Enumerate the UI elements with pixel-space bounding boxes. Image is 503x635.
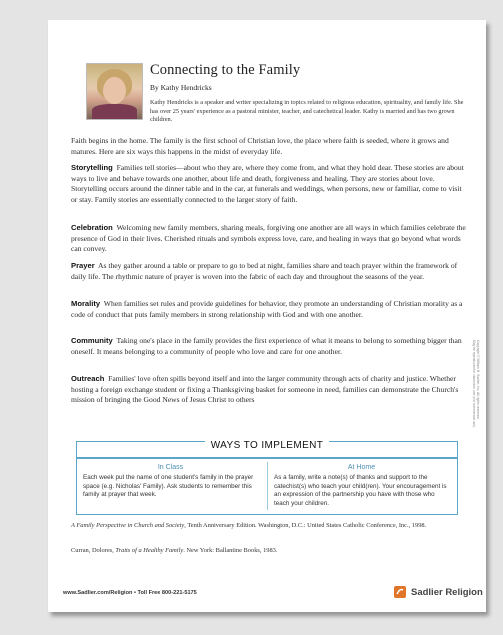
ways-title: WAYS TO IMPLEMENT: [77, 440, 457, 451]
page-title: Connecting to the Family: [150, 62, 301, 78]
author-photo: [86, 63, 143, 120]
section-heading: Prayer: [71, 261, 95, 270]
section-text: When families set rules and provide guidelines for behavior, they promote an understanding of Christian morality as a code of conduct that puts family members in strong relationship with God and with one another.: [71, 299, 463, 319]
section-outreach: [71, 374, 466, 406]
brand-name: Sadlier Religion: [411, 586, 483, 598]
section-celebration: [71, 223, 466, 255]
sadlier-logo-icon: [393, 585, 407, 599]
section-heading: Community: [71, 336, 113, 345]
column-divider: [267, 462, 268, 510]
section-text: Families' love often spills beyond itself and into the larger community through acts of charity and justice. Whether hosting a foreign exchange student or fixing a Thanksgiving basket for someone in need, families can demonstrate the Church's mission of bringing the Good News of Jesus Christ to others: [71, 374, 459, 405]
section-morality: [71, 299, 466, 320]
at-home-column: [274, 464, 449, 508]
section-community: [71, 336, 466, 357]
document-page: [48, 20, 486, 612]
section-heading: Outreach: [71, 374, 105, 383]
reference-1: A Family Perspective in Church and Society, Tenth Anniversary Edition. Washington, D.C.: United States Catholic Conference, Inc., 1998.: [71, 522, 427, 529]
section-storytelling: [71, 163, 466, 205]
section-text: Welcoming new family members, sharing meals, forgiving one another are all ways in which families celebrate the presence of God in their lives. Cherished rituals and symbols express love, care, and healing in ways that go beyond what words can convey.: [71, 223, 466, 254]
section-prayer: [71, 261, 466, 282]
at-home-text: As a family, write a note(s) of thanks and support to the catechist(s) who teach your child(ren). Your encouragement is an expression of the partnership you have with those who teach your children.: [274, 474, 447, 507]
section-text: Families tell stories—about who they are, where they come from, and what they hold dear. These stories are about ways to live and behave towards one another, about life and death, forgiveness and healing. They are stories about love. Storytelling occurs around the dinner table and in the car, at funerals and weddings, when persons, new or familiar, come to visit or stay. Family stories are essentially connected to the larger story of faith.: [71, 163, 464, 204]
author-bio: Kathy Hendricks is a speaker and writer specializing in topics related to religious education, spirituality, and family life. She has over 25 years' experience as a pastoral minister, teacher, and catechetical leader. Kathy is married and has two grown children.: [150, 99, 464, 124]
byline: By Kathy Hendricks: [150, 83, 212, 92]
in-class-heading: In Class: [157, 464, 184, 471]
section-heading: Storytelling: [71, 163, 113, 172]
sadlier-logo: [393, 585, 483, 599]
section-text: Taking one's place in the family provides the first experience of what it means to belong to something bigger than oneself. It means belonging to a community of people who love and care for one another.: [71, 336, 462, 356]
reference-2: Curran, Dolores, Traits of a Healthy Family. New York: Ballantine Books, 1983.: [71, 547, 278, 554]
section-heading: Morality: [71, 299, 101, 308]
in-class-column: [83, 464, 258, 500]
footer-website[interactable]: www.Sadlier.com/Religion • Toll Free 800-221-5175: [63, 590, 197, 596]
intro-paragraph: Faith begins in the home. The family is the first school of Christian love, the place where faith is seeded, where it grows and matures. Here are six ways this happens in the midst of everyday life.: [71, 136, 449, 156]
section-heading: Celebration: [71, 223, 113, 232]
ways-to-implement-box: [76, 441, 458, 515]
side-copyright: Copyright © William H. Sadlier, Inc. All rights reserved. May be reproduced for classroom use (not commercial use).: [472, 340, 480, 428]
section-text: As they gather around a table or prepare to go to bed at night, families share and teach prayer within the framework of daily life. The rhythmic nature of prayer is woven into the fabric of each day and throughout the seasons of the year.: [71, 261, 458, 281]
ways-rule: [77, 457, 457, 459]
at-home-heading: At Home: [347, 464, 376, 471]
in-class-text: Each week put the name of one student's family in the prayer space (e.g. Nicholas' Family). Ask students to remember this family at prayer that week.: [83, 474, 254, 499]
